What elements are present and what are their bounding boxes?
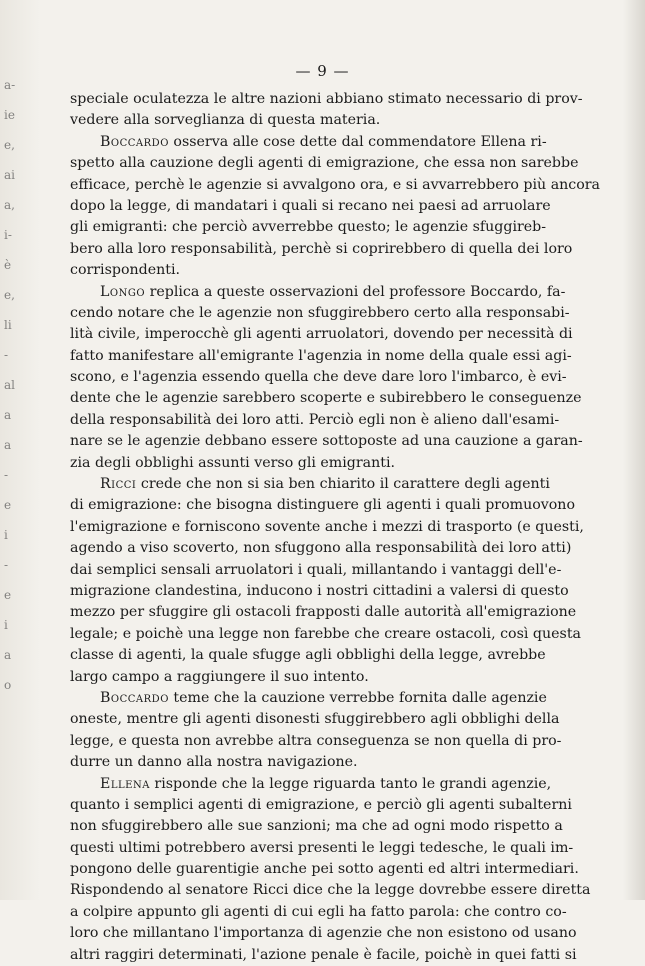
margin-mark: - xyxy=(4,340,22,370)
text-line xyxy=(70,774,532,795)
margin-mark: a, xyxy=(4,190,22,220)
text-line: gli emigranti: che perciò avverrebbe questo; le agenzie sfuggireb- xyxy=(70,217,532,238)
line-text: replica a queste osservazioni del professore Boccardo, fa- xyxy=(145,284,565,300)
text-line: della responsabilità dei loro atti. Perciò egli non è alieno dall'esami- xyxy=(70,410,532,431)
margin-mark: li xyxy=(4,310,22,340)
text-line: a colpire appunto gli agenti di cui egli ha fatto parola: che contro co- xyxy=(70,902,532,923)
text-line: agendo a viso scoverto, non sfuggono alla responsabilità dei loro atti) xyxy=(70,538,532,559)
margin-mark: e xyxy=(4,580,22,610)
paragraph-p2 xyxy=(70,282,532,475)
text-line: vedere alla sorveglianza di questa materia. xyxy=(70,110,532,131)
paragraph-p0 xyxy=(70,89,532,132)
text-line: fatto manifestare all'emigrante l'agenzia in nome della quale essi agi- xyxy=(70,346,532,367)
text-line: dente che le agenzie sarebbero scoperte e subirebbero le conseguenze xyxy=(70,388,532,409)
text-line: classe di agenti, la quale sfugge agli obblighi della legge, avrebbe xyxy=(70,645,532,666)
text-line: dai semplici sensali arruolatori i quali, millantando i vantaggi dell'e- xyxy=(70,560,532,581)
margin-mark: a xyxy=(4,640,22,670)
line-text: teme che la cauzione verrebbe fornita dalle agenzie xyxy=(169,690,547,706)
text-line: Rispondendo al senatore Ricci dice che la legge dovrebbe essere diretta xyxy=(70,880,532,901)
text-line xyxy=(70,474,532,495)
text-line: lità civile, imperocchè gli agenti arruolatori, dovendo per necessità di xyxy=(70,324,532,345)
paragraph-p3 xyxy=(70,474,532,688)
text-line: spetto alla cauzione degli agenti di emigrazione, che essa non sarebbe xyxy=(70,153,532,174)
text-line: cendo notare che le agenzie non sfuggirebbero certo alla responsabi- xyxy=(70,303,532,324)
text-line xyxy=(70,282,532,303)
text-line: legale; e poichè una legge non farebbe che creare ostacoli, così questa xyxy=(70,624,532,645)
margin-mark: e, xyxy=(4,130,22,160)
line-text: crede che non si sia ben chiarito il carattere degli agenti xyxy=(136,476,550,492)
page-body xyxy=(70,89,532,966)
line-text: osserva alle cose dette dal commendatore Ellena ri- xyxy=(169,134,547,150)
text-line: loro che millantano l'importanza di agenzie che non esistono od usano xyxy=(70,923,532,944)
margin-mark: a xyxy=(4,400,22,430)
text-line: legge, e questa non avrebbe altra conseguenza se non quella di pro- xyxy=(70,731,532,752)
text-line: di emigrazione: che bisogna distinguere gli agenti i quali promuovono xyxy=(70,495,532,516)
text-line: scono, e l'agenzia essendo quella che deve dare loro l'imbarco, è evi- xyxy=(70,367,532,388)
text-line: dopo la legge, di mandatari i quali si recano nei paesi ad arruolare xyxy=(70,196,532,217)
text-line: quanto i semplici agenti di emigrazione, e perciò gli agenti subalterni xyxy=(70,795,532,816)
margin-mark: - xyxy=(4,460,22,490)
margin-mark: è xyxy=(4,250,22,280)
paragraph-p5 xyxy=(70,774,532,966)
text-line: efficace, perchè le agenzie si avvalgono ora, e si avvarrebbero più ancora xyxy=(70,175,532,196)
text-line: corrispondenti. xyxy=(70,260,532,281)
text-line: pongono delle guarentigie anche pei sotto agenti ed altri intermediari. xyxy=(70,859,532,880)
text-line: nare se le agenzie debbano essere sottoposte ad una cauzione a garan- xyxy=(70,431,532,452)
text-line xyxy=(70,132,532,153)
paragraph-p4 xyxy=(70,688,532,774)
margin-mark: i- xyxy=(4,220,22,250)
margin-mark: al xyxy=(4,370,22,400)
text-line: questi ultimi potrebbero aversi presenti le leggi tedesche, le quali im- xyxy=(70,838,532,859)
text-line: oneste, mentre gli agenti disonesti sfuggirebbero agli obblighi della xyxy=(70,709,532,730)
text-line: largo campo a raggiungere il suo intento. xyxy=(70,667,532,688)
margin-bleed-through xyxy=(4,70,22,700)
margin-mark: i xyxy=(4,520,22,550)
text-line: altri raggiri determinati, l'azione penale è facile, poichè in quei fatti si xyxy=(70,945,532,966)
margin-mark: o xyxy=(4,670,22,700)
margin-mark: - xyxy=(4,550,22,580)
line-text: risponde che la legge riguarda tanto le grandi agenzie, xyxy=(150,776,551,792)
page-edge-right xyxy=(623,0,645,900)
speaker-name: Longo xyxy=(100,284,145,300)
margin-mark: ie xyxy=(4,100,22,130)
speaker-name: Boccardo xyxy=(100,690,169,706)
text-line xyxy=(70,688,532,709)
text-line: speciale oculatezza le altre nazioni abbiano stimato necessario di prov- xyxy=(70,89,532,110)
speaker-name: Ricci xyxy=(100,476,136,492)
speaker-name: Ellena xyxy=(100,776,150,792)
margin-mark: a- xyxy=(4,70,22,100)
margin-mark: a xyxy=(4,430,22,460)
text-line: durre un danno alla nostra navigazione. xyxy=(70,752,532,773)
text-line: non sfuggirebbero alle sue sanzioni; ma che ad ogni modo rispetto a xyxy=(70,816,532,837)
margin-mark: e xyxy=(4,490,22,520)
margin-mark: i xyxy=(4,610,22,640)
page-number: — 9 — xyxy=(0,62,645,80)
margin-mark: e, xyxy=(4,280,22,310)
text-line: migrazione clandestina, inducono i nostri cittadini a valersi di questo xyxy=(70,581,532,602)
text-line: l'emigrazione e forniscono sovente anche i mezzi di trasporto (e questi, xyxy=(70,517,532,538)
text-line: zia degli obblighi assunti verso gli emigranti. xyxy=(70,453,532,474)
text-line: mezzo per sfuggire gli ostacoli frapposti dalle autorità all'emigrazione xyxy=(70,602,532,623)
paragraph-p1 xyxy=(70,132,532,282)
text-line: bero alla loro responsabilità, perchè si coprirebbero di quella dei loro xyxy=(70,239,532,260)
speaker-name: Boccardo xyxy=(100,134,169,150)
margin-mark: ai xyxy=(4,160,22,190)
